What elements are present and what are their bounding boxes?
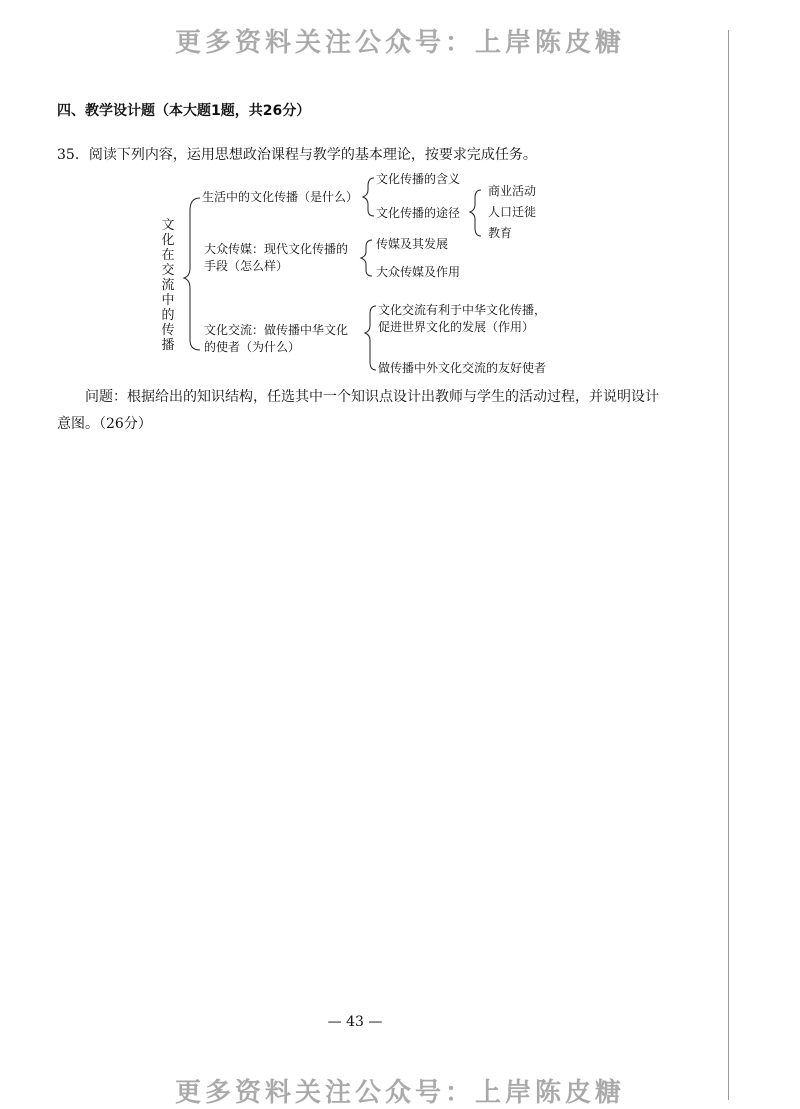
section-heading: 四、教学设计题（本大题1题，共26分） [57, 103, 311, 119]
b2-brace [361, 240, 372, 276]
diagram-branch-3-line-2: 的使者（为什么） [204, 340, 301, 354]
root-brace [184, 198, 200, 350]
b1-brace [363, 178, 374, 216]
diagram-b1-item-3: 教育 [488, 226, 513, 240]
diagram-branch-2-line-2: 手段（怎么样） [204, 259, 289, 273]
b1c2-brace [470, 190, 481, 236]
diagram-b3-child-1-line-2: 促进世界文化的发展（作用） [378, 320, 535, 334]
diagram-b2-child-1: 传媒及其发展 [376, 237, 449, 251]
diagram-branch-1: 生活中的文化传播（是什么） [202, 190, 359, 204]
b3-brace [365, 306, 376, 370]
diagram-root-label: 文化在交流中的传播 [161, 218, 175, 353]
watermark-bottom: 更多资料关注公众号：上岸陈皮糖 [174, 1078, 625, 1108]
watermark-top: 更多资料关注公众号：上岸陈皮糖 [174, 28, 625, 58]
diagram-b1-item-2: 人口迁徙 [488, 205, 537, 219]
diagram-branch-2-line-1: 大众传媒：现代文化传播的 [204, 242, 349, 256]
question-prompt: 35．阅读下列内容，运用思想政治课程与教学的基本理论，按要求完成任务。 [57, 147, 537, 163]
task-prompt: 问题：根据给出的知识结构，任选其中一个知识点设计出教师与学生的活动过程，并说明设计意图。（26分） [57, 389, 659, 432]
page-number: — 43 — [327, 1014, 383, 1030]
diagram-b2-child-2: 大众传媒及作用 [376, 265, 461, 279]
diagram-b3-child-1-line-1: 文化交流有利于中华文化传播， [378, 303, 547, 317]
diagram-branch-3-line-1: 文化交流：做传播中华文化 [204, 323, 349, 337]
diagram-b3-child-2: 做传播中外文化交流的友好使者 [378, 361, 547, 375]
knowledge-structure-diagram [0, 0, 800, 400]
diagram-b1-item-1: 商业活动 [488, 184, 537, 198]
diagram-b1-child-1: 文化传播的含义 [376, 172, 461, 186]
diagram-brackets [0, 0, 800, 400]
diagram-b1-child-2: 文化传播的途径 [376, 206, 461, 220]
